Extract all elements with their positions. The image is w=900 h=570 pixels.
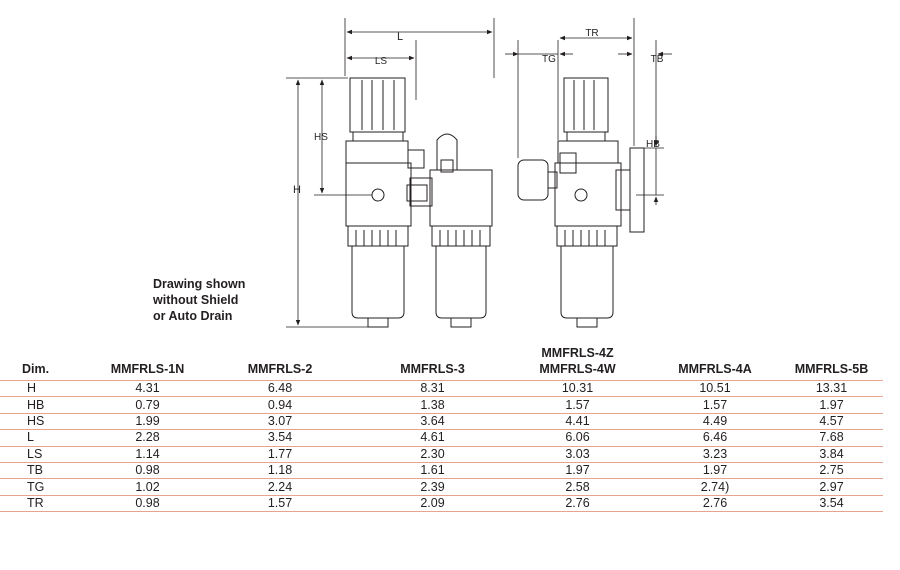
value-cell: 1.18 [200,462,360,478]
value-cell: 2.30 [360,446,505,462]
value-cell: 2.76 [505,495,650,511]
value-cell: 0.98 [95,462,200,478]
value-cell: 2.24 [200,479,360,495]
col-header-mmfrls-2: MMFRLS-2 [200,345,360,381]
note-line: Drawing shown [153,277,246,291]
value-cell: 7.68 [780,430,883,446]
table-row [0,381,883,397]
value-cell: 1.61 [360,462,505,478]
value-cell: 2.76 [650,495,780,511]
col-header-dim: Dim. [0,345,95,381]
value-cell: 1.14 [95,446,200,462]
table-row [0,413,883,429]
value-cell: 2.74) [650,479,780,495]
value-cell: 3.23 [650,446,780,462]
table-row [0,446,883,462]
drawing-note [153,276,245,324]
dim-label-hs: HS [314,132,328,143]
value-cell: 1.97 [505,462,650,478]
value-cell: 1.97 [780,397,883,413]
note-line: or Auto Drain [153,309,233,323]
dim-label-ls: LS [374,56,388,67]
front-view-drawing [346,78,492,327]
dim-label-tb: TB [650,54,664,65]
dim-cell: TR [0,495,95,511]
value-cell: 1.57 [200,495,360,511]
value-cell: 13.31 [780,381,883,397]
value-cell: 3.64 [360,413,505,429]
value-cell: 0.79 [95,397,200,413]
value-cell: 4.57 [780,413,883,429]
value-cell: 2.09 [360,495,505,511]
dim-cell: LS [0,446,95,462]
col-header-mmfrls-1n: MMFRLS-1N [95,345,200,381]
value-cell: 4.41 [505,413,650,429]
value-cell: 1.97 [650,462,780,478]
value-cell: 2.39 [360,479,505,495]
value-cell: 1.77 [200,446,360,462]
dim-label-hb: HB [646,139,660,150]
value-cell: 3.07 [200,413,360,429]
col-header-mmfrls-4a: MMFRLS-4A [650,345,780,381]
value-cell: 3.54 [200,430,360,446]
value-cell: 2.75 [780,462,883,478]
value-cell: 2.58 [505,479,650,495]
col-header-mmfrls-4z-4w: MMFRLS-4Z MMFRLS-4W [505,345,650,381]
value-cell: 4.61 [360,430,505,446]
dimensions-table [0,345,883,512]
value-cell: 1.02 [95,479,200,495]
value-cell: 1.99 [95,413,200,429]
dim-cell: H [0,381,95,397]
dim-cell: L [0,430,95,446]
dim-cell: TG [0,479,95,495]
table-header-row [0,345,883,381]
note-line: without Shield [153,293,239,307]
value-cell: 1.38 [360,397,505,413]
dim-cell: TB [0,462,95,478]
col-header-mmfrls-3: MMFRLS-3 [360,345,505,381]
dim-label-tr: TR [585,28,599,39]
value-cell: 1.57 [650,397,780,413]
value-cell: 3.54 [780,495,883,511]
dim-cell: HB [0,397,95,413]
table-row [0,397,883,413]
value-cell: 6.46 [650,430,780,446]
dim-label-tg: TG [542,54,556,65]
side-view-drawing [518,78,644,327]
value-cell: 0.94 [200,397,360,413]
dim-label-l: L [396,31,404,43]
dim-cell: HS [0,413,95,429]
front-view-dimensions [286,18,494,327]
value-cell: 2.28 [95,430,200,446]
value-cell: 8.31 [360,381,505,397]
table-row [0,495,883,511]
table-row [0,479,883,495]
value-cell: 0.98 [95,495,200,511]
value-cell: 4.31 [95,381,200,397]
value-cell: 6.48 [200,381,360,397]
table-row [0,430,883,446]
value-cell: 3.84 [780,446,883,462]
value-cell: 2.97 [780,479,883,495]
dim-label-h: H [293,184,301,196]
table-row [0,462,883,478]
value-cell: 10.51 [650,381,780,397]
value-cell: 10.31 [505,381,650,397]
value-cell: 4.49 [650,413,780,429]
col-header-mmfrls-5b: MMFRLS-5B [780,345,883,381]
value-cell: 3.03 [505,446,650,462]
value-cell: 6.06 [505,430,650,446]
value-cell: 1.57 [505,397,650,413]
